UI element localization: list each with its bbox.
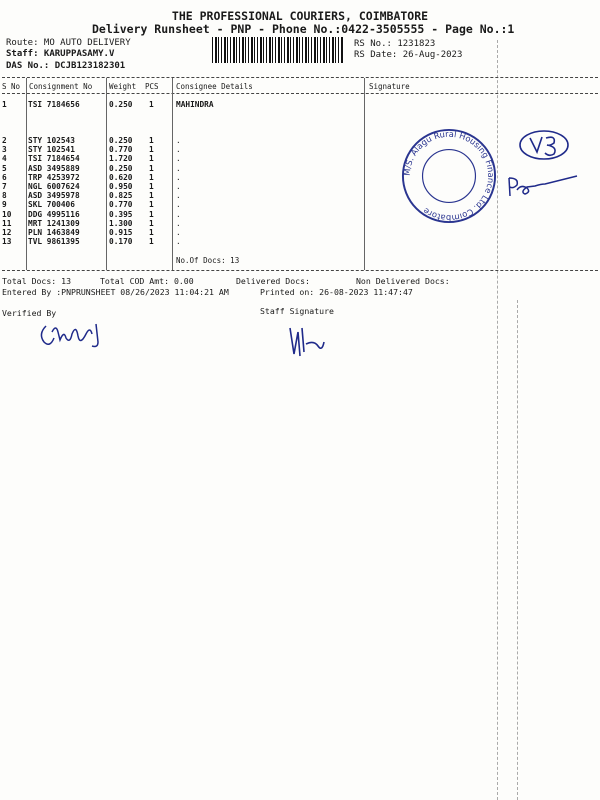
row-sno: 10 <box>2 209 12 219</box>
row-consignee-details: . <box>176 237 181 247</box>
row-consignee-details: . <box>176 172 181 182</box>
table-bottom-rule <box>2 270 598 271</box>
row-consignment-no: TSI 7184654 <box>28 154 80 164</box>
column-separator <box>364 78 365 270</box>
col-header-sno: S No <box>2 82 21 91</box>
col-header-weight: Weight <box>109 82 137 91</box>
row-consignee-details: . <box>176 145 181 155</box>
row-weight: 1.720 <box>109 154 133 164</box>
stamp-inner-ring <box>423 150 476 203</box>
row-sno: 4 <box>2 154 7 164</box>
row-pcs: 1 <box>149 182 154 191</box>
row-weight: 1.300 <box>109 218 133 228</box>
non-delivered-docs: Non Delivered Docs: <box>356 276 450 286</box>
verified-by-label: Verified By <box>2 308 57 318</box>
row-pcs: 1 <box>149 209 154 219</box>
row-consignee-details: . <box>176 218 181 228</box>
row-pcs: 1 <box>149 154 154 164</box>
scan-line <box>517 300 518 800</box>
row-pcs: 1 <box>149 228 154 237</box>
row-pcs: 1 <box>149 191 154 201</box>
row-consignment-no: DDG 4995116 <box>28 209 80 219</box>
col-header-pcs: PCS <box>145 82 159 91</box>
row-pcs: 1 <box>149 200 154 210</box>
column-separator <box>106 78 107 270</box>
col-header-consignee: Consignee Details <box>176 82 253 91</box>
row-pcs: 1 <box>149 145 154 155</box>
rs-date: RS Date: 26-Aug-2023 <box>354 50 463 60</box>
row-pcs: 1 <box>149 136 154 145</box>
no-of-docs: No.Of Docs: 13 <box>176 256 240 265</box>
row-weight: 0.250 <box>109 163 133 173</box>
row-consignee-details: . <box>176 182 181 191</box>
row-consignment-no: STY 102541 <box>28 145 75 155</box>
row-weight: 0.250 <box>109 136 133 145</box>
row-sno: 13 <box>2 237 12 247</box>
handwritten-v3-mark <box>516 128 572 162</box>
row-pcs: 1 <box>149 100 154 109</box>
row-consignee-details: . <box>176 200 181 210</box>
col-header-signature: Signature <box>369 82 410 91</box>
row-consignee-details: . <box>176 136 181 145</box>
row-consignment-no: SKL 700406 <box>28 200 75 210</box>
company-stamp <box>400 127 498 225</box>
row-sno: 3 <box>2 145 7 155</box>
row-consignee-details: . <box>176 228 181 237</box>
row-pcs: 1 <box>149 172 154 182</box>
column-separator <box>26 78 27 270</box>
column-separator <box>172 78 173 270</box>
row-consignment-no: ASD 3495978 <box>28 191 80 201</box>
barcode <box>212 37 344 63</box>
route: Route: MO AUTO DELIVERY <box>6 38 131 48</box>
delivered-docs: Delivered Docs: <box>236 276 310 286</box>
row-consignee-details: MAHINDRA <box>176 100 214 109</box>
stamp-text-path: M/S. Alagu Rural Housing Finance Ltd. Coimbatore <box>401 128 497 224</box>
row-consignment-no: TSI 7184656 <box>28 100 80 109</box>
row-consignment-no: TVL 9861395 <box>28 237 80 247</box>
row-consignment-no: MRT 1241309 <box>28 218 80 228</box>
row-sno: 11 <box>2 218 12 228</box>
row-weight: 0.170 <box>109 237 133 247</box>
rs-number: RS No.: 1231823 <box>354 39 436 49</box>
row-weight: 0.915 <box>109 228 133 237</box>
row-sno: 7 <box>2 182 7 191</box>
row-weight: 0.770 <box>109 145 133 155</box>
row-pcs: 1 <box>149 237 154 247</box>
row-pcs: 1 <box>149 218 154 228</box>
das-number: DAS No.: DCJB123182301 <box>6 61 126 71</box>
row-consignment-no: ASD 3495889 <box>28 163 80 173</box>
row-weight: 0.770 <box>109 200 133 210</box>
row-sno: 8 <box>2 191 7 201</box>
table-top-rule <box>2 77 598 78</box>
row-sno: 5 <box>2 163 7 173</box>
row-sno: 12 <box>2 228 12 237</box>
row-consignee-details: . <box>176 191 181 201</box>
staff-signature-label: Staff Signature <box>260 306 334 316</box>
row-pcs: 1 <box>149 163 154 173</box>
row-consignee-details: . <box>176 209 181 219</box>
entered-by: Entered By :PNPRUNSHEET 08/26/2023 11:04:21 AM <box>2 287 229 297</box>
col-header-consignment: Consignment No <box>29 82 93 91</box>
row-sno: 6 <box>2 172 7 182</box>
handwritten-signature-verifier <box>36 318 106 354</box>
row-sno: 1 <box>2 100 7 109</box>
table-header-rule <box>2 93 598 94</box>
row-sno: 2 <box>2 136 7 145</box>
total-docs: Total Docs: 13 <box>2 276 72 286</box>
printed-on: Printed on: 26-08-2023 11:47:47 <box>260 287 413 297</box>
row-weight: 0.395 <box>109 209 133 219</box>
staff: Staff: KARUPPASAMY.V <box>6 49 115 59</box>
row-weight: 0.620 <box>109 172 133 182</box>
handwritten-signature-receiver <box>505 172 585 198</box>
runsheet-title: Delivery Runsheet - PNP - Phone No.:0422-3505555 - Page No.:1 <box>92 22 515 36</box>
row-consignee-details: . <box>176 154 181 164</box>
row-consignment-no: TRP 4253972 <box>28 172 80 182</box>
row-weight: 0.825 <box>109 191 133 201</box>
handwritten-signature-staff <box>284 322 330 360</box>
row-consignee-details: . <box>176 163 181 173</box>
row-consignment-no: NGL 6007624 <box>28 182 80 191</box>
company-name: THE PROFESSIONAL COURIERS, COIMBATORE <box>171 9 429 23</box>
row-consignment-no: PLN 1463849 <box>28 228 80 237</box>
row-consignment-no: STY 102543 <box>28 136 75 145</box>
row-weight: 0.250 <box>109 100 133 109</box>
row-weight: 0.950 <box>109 182 133 191</box>
total-cod-amount: Total COD Amt: 0.00 <box>100 276 194 286</box>
row-sno: 9 <box>2 200 7 210</box>
